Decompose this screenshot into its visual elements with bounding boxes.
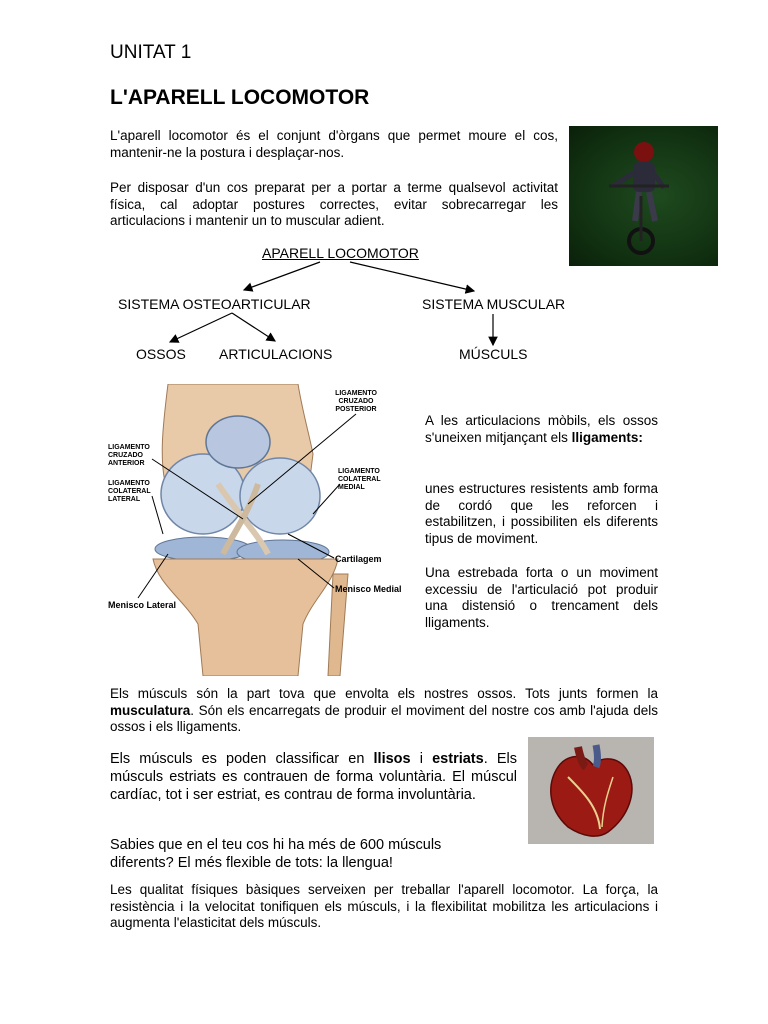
label-menisco-medial: Menisco Medial [335, 584, 402, 594]
diagram-articulacions: ARTICULACIONS [219, 346, 333, 362]
ligaments-paragraph-2: unes estructures resistents amb forma de cordó que les reforcen i estabilitzen, i possibiliten els diferents tipus de moviment. [425, 481, 658, 546]
label-ligamento-colateral-lateral: LIGAMENTO COLATERAL LATERAL [108, 480, 151, 503]
diagram-ossos: OSSOS [136, 346, 186, 362]
muscles-fact: Sabies que en el teu cos hi ha més de 600 músculs diferents? El més flexible de tots: la llengua! [110, 837, 442, 871]
muscles-paragraph-4: Les qualitat físiques bàsiques serveixen per treballar l'aparell locomotor. La força, la resistència i la velocitat tonifiquen els músculs, i la flexibilitat mobilitza les articulacions i augmenta l'elasticitat dels músculs. [110, 882, 658, 930]
muscles-paragraph-1: Els músculs són la part tova que envolta els nostres ossos. Tots junts formen la musculatura. Són els encarregats de produir el moviment del nostre cos amb l'ajuda dels ossos i els lligaments. [110, 686, 658, 734]
label-ligamento-cruzado-posterior: LIGAMENTO CRUZADO POSTERIOR [335, 390, 377, 413]
intro-paragraph-1: L'aparell locomotor és el conjunt d'òrgans que permet moure el cos, mantenir-ne la postura i desplaçar-nos. [110, 128, 558, 160]
unit-heading: UNITAT 1 [110, 42, 192, 63]
diagram-musculs: MÚSCULS [459, 346, 528, 362]
diagram-muscular: SISTEMA MUSCULAR [422, 296, 566, 312]
diagram-root: APARELL LOCOMOTOR [262, 245, 419, 261]
label-ligamento-colateral-medial: LIGAMENTO COLATERAL MEDIAL [338, 468, 381, 491]
ligaments-paragraph-3: Una estrebada forta o un moviment excessiu de l'articulació pot produir una distensió o trencament dels lligaments. [425, 565, 658, 630]
label-ligamento-cruzado-anterior: LIGAMENTO CRUZADO ANTERIOR [108, 444, 150, 467]
intro-paragraph-2: Per disposar d'un cos preparat per a portar a terme qualsevol activitat física, cal adoptar postures correctes, evitar sobrecarregar les articulacions i mantenir un to muscular adient. [110, 180, 558, 228]
knee-illustration [108, 384, 414, 676]
heart-photo [528, 737, 654, 844]
page-title: L'APARELL LOCOMOTOR [110, 86, 370, 109]
muscles-paragraph-2: Els músculs es poden classificar en llisos i estriats. Els músculs estriats es contrauen de forma voluntària. El múscul cardíac, tot i ser estriat, es contrau de forma involuntària. [110, 751, 518, 803]
label-menisco-lateral: Menisco Lateral [108, 600, 177, 610]
diagram-osteoarticular: SISTEMA OSTEOARTICULAR [118, 296, 311, 312]
ligaments-paragraph-1: A les articulacions mòbils, els ossos s'uneixen mitjançant els lligaments: [425, 413, 658, 445]
diagram-arrows [0, 0, 768, 400]
label-cartilagem: Cartilagem [335, 554, 382, 564]
